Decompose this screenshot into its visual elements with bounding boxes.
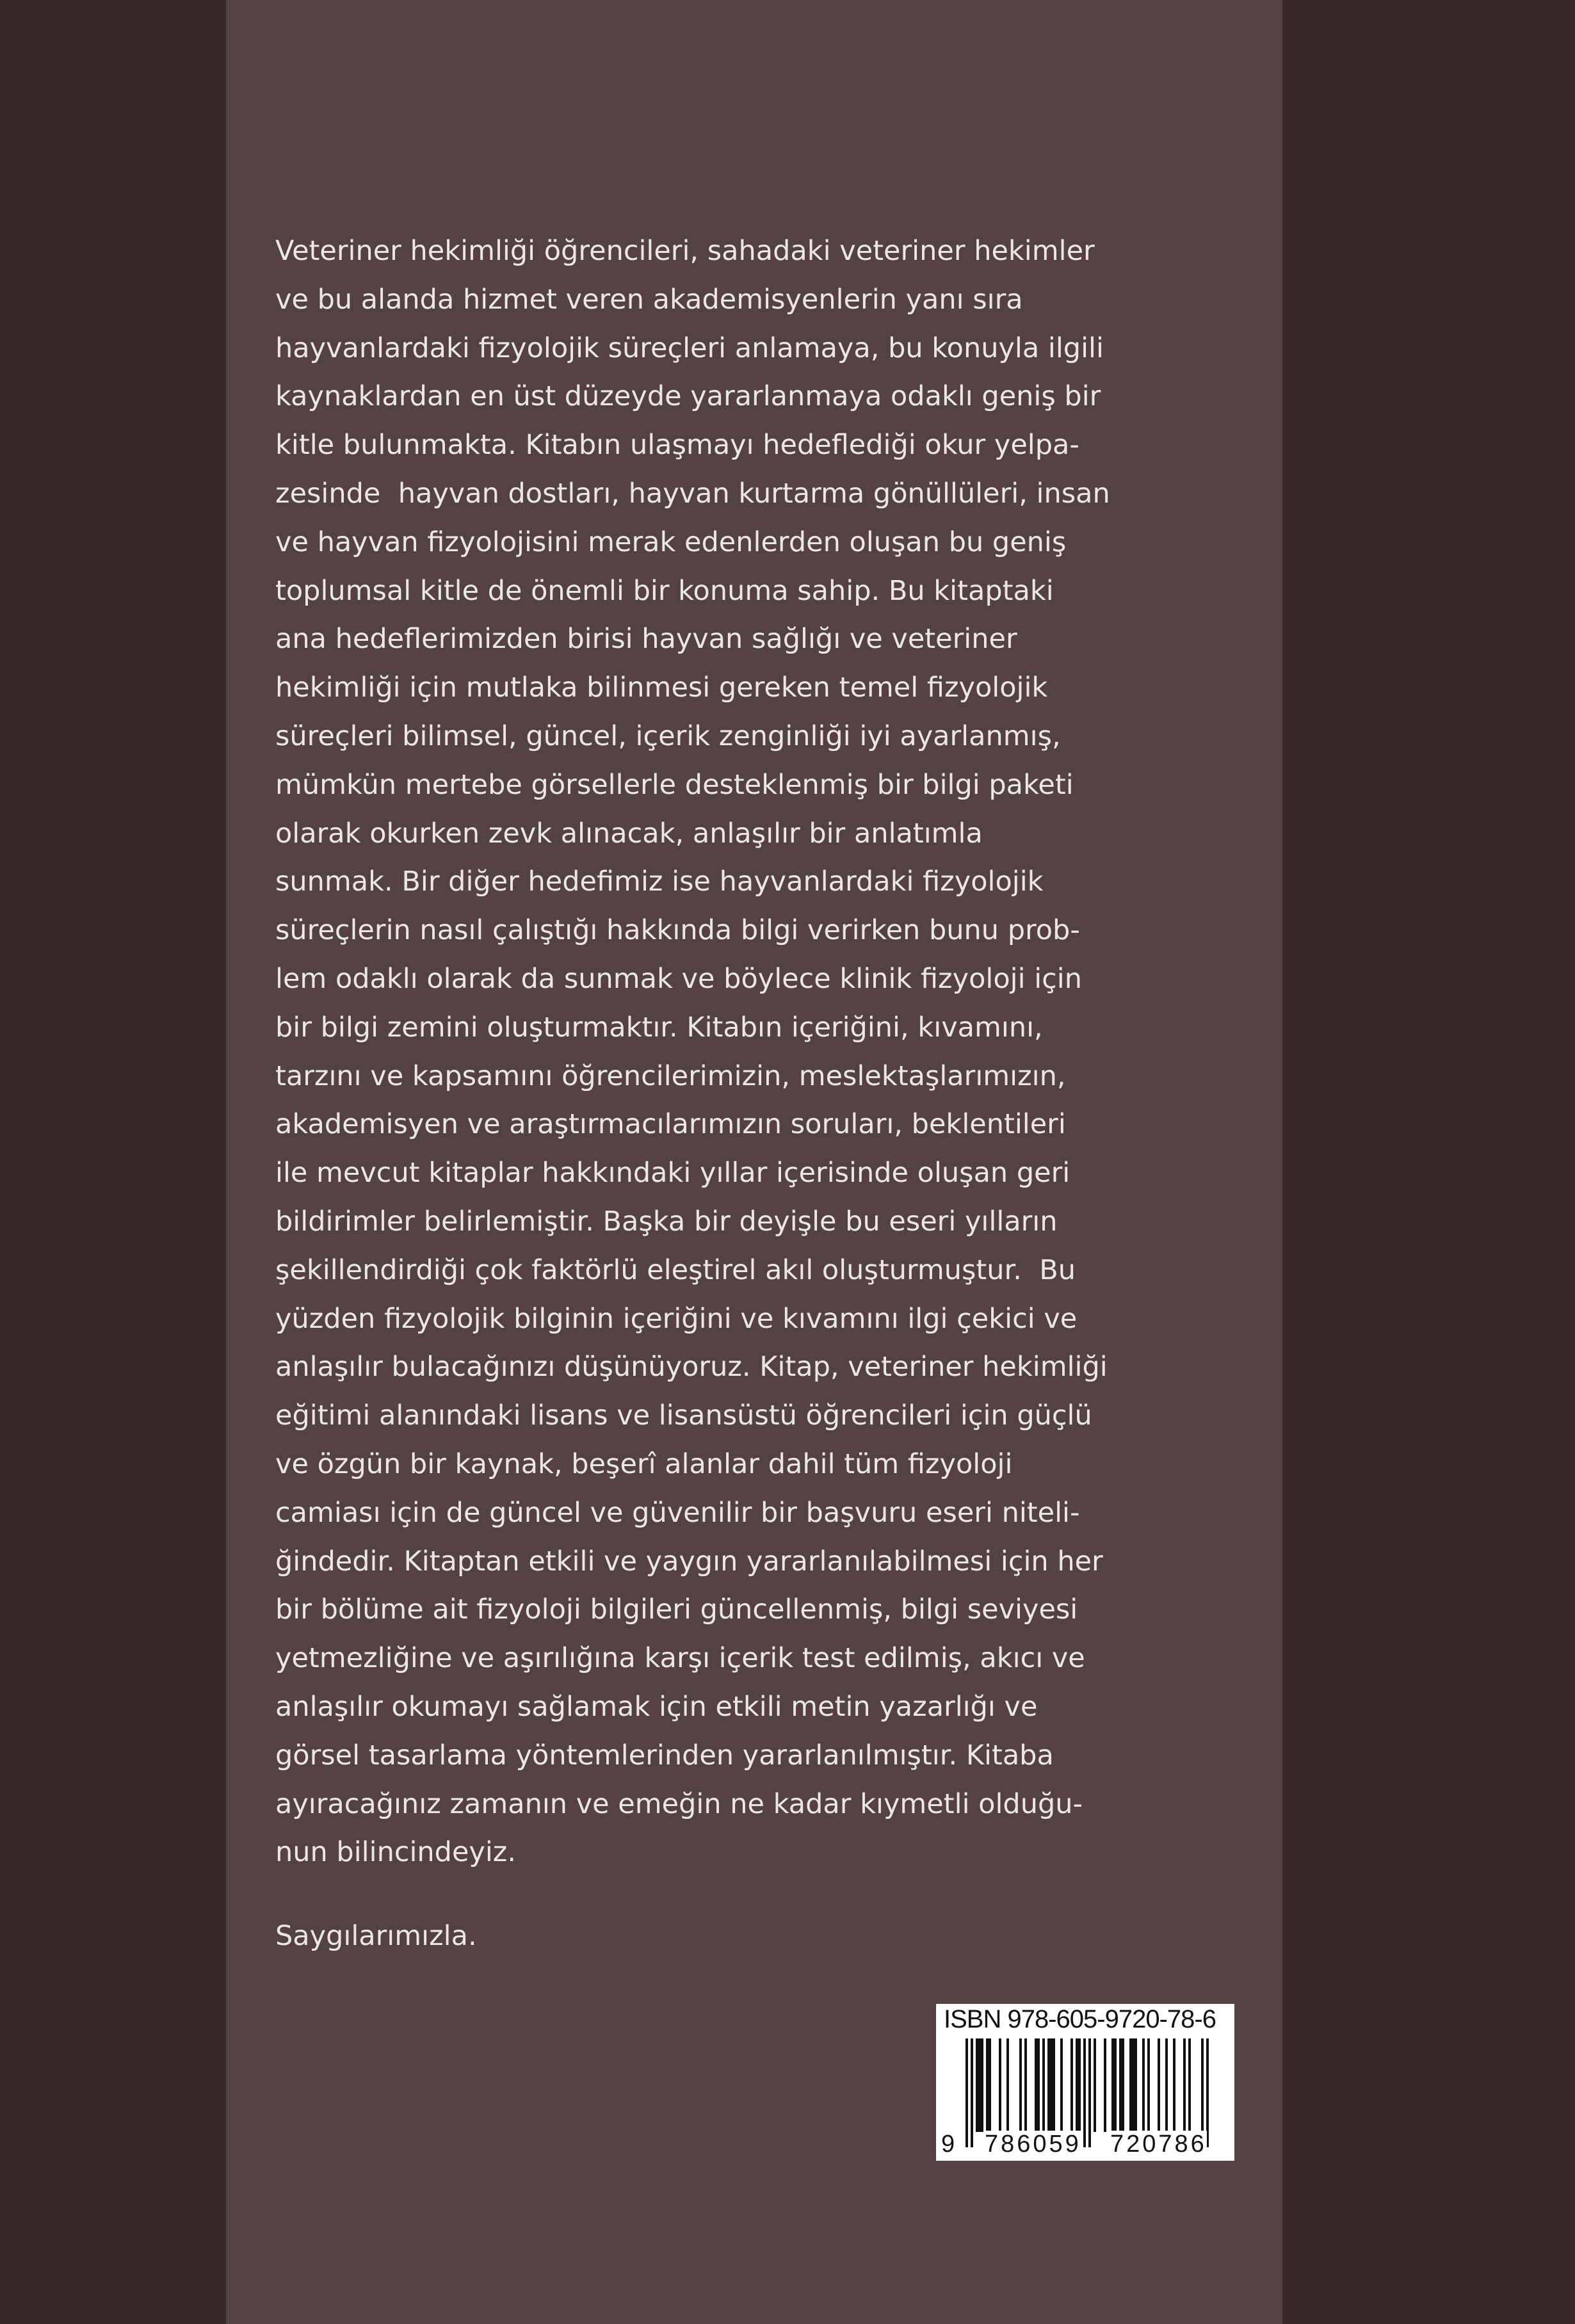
barcode-bar — [1111, 2038, 1114, 2132]
blurb-line: kaynaklardan en üst düzeyde yararlanmaya odaklı geniş bir — [275, 380, 1101, 413]
blurb-line: görsel tasarlama yöntemlerinden yararlanılmıştır. Kitaba — [275, 1739, 1054, 1771]
blurb-line: süreçleri bilimsel, güncel, içerik zenginliği iyi ayarlanmış, — [275, 720, 1061, 752]
blurb-line: hayvanlardaki fizyolojik süreçleri anlamaya, bu konuyla ilgili — [275, 332, 1104, 364]
barcode-bar — [1165, 2038, 1168, 2132]
blurb-line: bir bölüme ait fizyoloji bilgileri güncellenmiş, bilgi seviyesi — [275, 1594, 1078, 1626]
barcode-bar — [1147, 2038, 1150, 2132]
barcode-bar — [1132, 2038, 1135, 2132]
blurb-line: şekillendirdiği çok faktörlü eleştirel akıl oluşturmuştur. Bu — [275, 1254, 1076, 1286]
barcode-bar — [999, 2038, 1001, 2132]
barcode-bar — [1019, 2038, 1022, 2132]
barcode-bar — [1047, 2038, 1050, 2132]
barcode-bar — [1050, 2038, 1053, 2132]
barcode-bar — [1142, 2038, 1145, 2132]
barcode-bar — [1078, 2038, 1081, 2132]
blurb-line: camiası için de güncel ve güvenilir bir başvuru eseri niteli- — [275, 1496, 1080, 1529]
blurb-line: nun bilincindeyiz. — [275, 1836, 517, 1869]
barcode-bar — [1094, 2038, 1096, 2132]
barcode-guard-bar — [965, 2038, 968, 2147]
barcode-bar — [1042, 2038, 1045, 2132]
blurb-line: toplumsal kitle de önemli bir konuma sahip. Bu kitaptaki — [275, 574, 1054, 607]
blurb-line: yüzden fizyolojik bilginin içeriğini ve kıvamını ilgi çekici ve — [275, 1302, 1078, 1335]
blurb-line: süreçlerin nasıl çalıştığı hakkında bilgi verirken bunu prob- — [275, 914, 1080, 947]
barcode-bar — [1070, 2038, 1073, 2132]
blurb-line: ayıracağınız zamanın ve emeğin ne kadar kıymetli olduğu- — [275, 1787, 1083, 1820]
blurb-line: yetmezliğine ve aşırılığına karşı içerik test edilmiş, akıcı ve — [275, 1642, 1085, 1675]
barcode-bar — [1188, 2038, 1191, 2132]
barcode-guard-bar — [1083, 2038, 1086, 2147]
barcode-bar — [981, 2038, 983, 2132]
barcode-bar — [1129, 2038, 1132, 2132]
blurb-line: eğitimi alanındaki lisans ve lisansüstü öğrencileri için güçlü — [275, 1400, 1092, 1432]
blurb-line: kitle bulunmakta. Kitabın ulaşmayı hedeflediği okur yelpa- — [275, 429, 1079, 462]
barcode-bar — [1122, 2038, 1124, 2132]
blurb-line: ana hedeflerimizden birisi hayvan sağlığı ve veteriner — [275, 623, 1017, 656]
barcode-bar — [1037, 2038, 1040, 2132]
blurb-line: Veteriner hekimliği öğrencileri, sahadaki veteriner hekimler — [275, 235, 1095, 267]
blurb-line: ğindedir. Kitaptan etkili ve yaygın yararlanılabilmesi için her — [275, 1545, 1103, 1578]
barcode-digits-left: 786059 — [985, 2131, 1081, 2158]
blurb-line: ile mevcut kitaplar hakkındaki yıllar içerisinde oluşan geri — [275, 1157, 1070, 1190]
barcode-bar — [1006, 2038, 1009, 2132]
barcode-bar — [1024, 2038, 1027, 2132]
blurb-line: zesinde hayvan dostları, hayvan kurtarma gönüllüleri, insan — [275, 477, 1110, 510]
blurb-line: lem odaklı olarak da sunmak ve böylece klinik fizyoloji için — [275, 962, 1082, 995]
barcode-bar — [1114, 2038, 1117, 2132]
barcode-bar — [1173, 2038, 1175, 2132]
barcode-digit-first: 9 — [941, 2131, 958, 2158]
blurb-line: ve bu alanda hizmet veren akademisyenlerin yanı sıra — [275, 283, 1023, 316]
blurb-line: ve özgün bir kaynak, beşerî alanlar dahil tüm fizyoloji — [275, 1448, 1013, 1480]
barcode-guard-bar — [1088, 2038, 1091, 2147]
blurb-line: bildirimler belirlemiştir. Başka bir deyişle bu eseri yılların — [275, 1205, 1058, 1238]
barcode-bar — [976, 2038, 978, 2132]
blurb-line: bir bilgi zemini oluşturmaktır. Kitabın içeriğini, kıvamını, — [275, 1011, 1043, 1044]
barcode-bar — [1076, 2038, 1078, 2132]
blurb-line: akademisyen ve araştırmacılarımızın soruları, beklentileri — [275, 1108, 1066, 1141]
barcode-bar — [1135, 2038, 1137, 2132]
isbn-barcode — [936, 2004, 1234, 2161]
barcode-bar — [986, 2038, 989, 2132]
blurb-line: mümkün mertebe görsellerle desteklenmiş bir bilgi paketi — [275, 768, 1074, 801]
barcode-bar — [1060, 2038, 1063, 2132]
barcode-bar — [1119, 2038, 1122, 2132]
blurb-text — [275, 227, 1248, 1877]
barcode-bar — [1053, 2038, 1055, 2132]
barcode-bar — [989, 2038, 991, 2132]
isbn-label: ISBN 978-605-9720-78-6 — [944, 2005, 1216, 2033]
blurb-line: anlaşılır bulacağınızı düşünüyoruz. Kitap, veteriner hekimliği — [275, 1351, 1108, 1384]
blurb-line: hekimliği için mutlaka bilinmesi gereken temel fizyolojik — [275, 672, 1048, 704]
blurb-line: anlaşılır okumayı sağlamak için etkili metin yazarlığı ve — [275, 1690, 1038, 1723]
blurb-line: ve hayvan fizyolojisini merak edenlerden oluşan bu geniş — [275, 526, 1067, 558]
blurb-line: tarzını ve kapsamını öğrencilerimizin, meslektaşlarımızın, — [275, 1060, 1066, 1092]
barcode-bar — [1158, 2038, 1160, 2132]
barcode-bar — [1183, 2038, 1186, 2132]
blurb-line: olarak okurken zevk alınacak, anlaşılır bir anlatımla — [275, 817, 983, 850]
barcode-bar — [978, 2038, 981, 2132]
barcode-guard-bar — [971, 2038, 973, 2147]
barcode-bar — [1035, 2038, 1037, 2132]
blurb-line: sunmak. Bir diğer hedefimiz ise hayvanlardaki fizyolojik — [275, 866, 1044, 898]
closing-signoff: Saygılarımızla. — [275, 1920, 477, 1952]
barcode-bar — [1104, 2038, 1106, 2132]
barcode-digits-right: 720786 — [1110, 2131, 1207, 2158]
